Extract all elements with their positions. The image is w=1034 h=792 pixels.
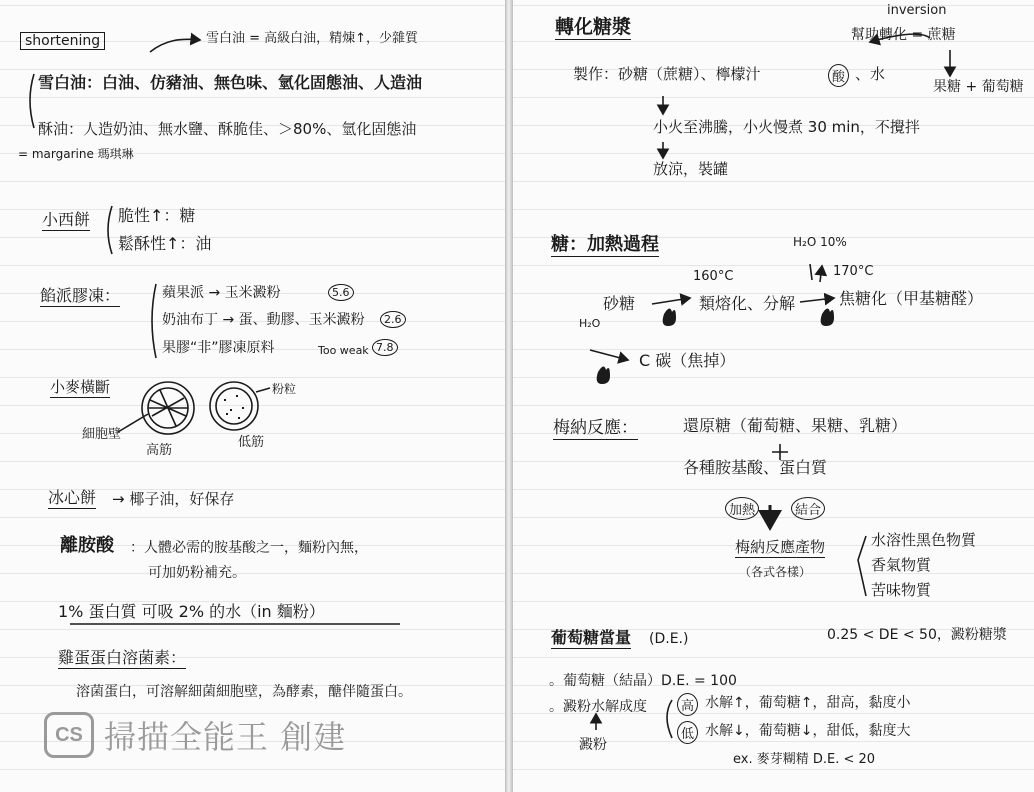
wheat-cell-label: 細胞壁 (82, 427, 122, 442)
inversion-note: 幫助轉化 = 蔗糖 (851, 27, 956, 43)
wheat-title: 小麥橫斷 (50, 378, 111, 396)
low-text: 水解↓，葡萄糖↓，甜低，黏度大 (705, 723, 911, 739)
h2o-top-label: H₂O 10% (793, 235, 847, 249)
maillard-product: 梅納反應產物 (735, 538, 826, 556)
mooncake-text: → 椰子油，好保存 (112, 490, 235, 508)
scanner-watermark (44, 712, 346, 758)
biscuit-crisp: 脆性↑：糖 (118, 206, 196, 225)
camscanner-logo-icon: CS (44, 712, 94, 758)
lysozyme-title: 雞蛋蛋白溶菌素： (58, 648, 187, 667)
lysozyme-text: 溶菌蛋白，可溶解細菌細胞壁，為酵素，醣伴隨蛋白。 (76, 684, 412, 700)
lysine-title: 離胺酸 (60, 535, 114, 556)
wheat-high-label: 高筋 (146, 443, 173, 458)
carbon-label: C 碳（焦掉） (639, 351, 736, 370)
make-line: 製作：砂糖（蔗糖）、檸檬汁 (573, 65, 761, 83)
inversion-result: 果糖 + 葡萄糖 (933, 79, 1024, 95)
right-page (513, 0, 1034, 792)
shortening-label: shortening (20, 32, 105, 50)
inversion-title: 轉化糖漿 (555, 16, 632, 38)
protein-water-line: 1% 蛋白質 可吸 2% 的水（in 麵粉） (58, 602, 325, 621)
wheat-low-label: 低筋 (238, 435, 265, 450)
pie-item-3-number: 7.8 (372, 339, 398, 356)
caramelize-label: 類熔化、分解 (699, 294, 796, 313)
reducing-sugar: 還原糖（葡萄糖、果糖、乳糖） (683, 416, 908, 435)
pie-title: 餡派膠凍： (40, 286, 121, 305)
wheat-starch-label: 粉粒 (272, 382, 297, 396)
lard-line: 雪白油：白油、仿豬油、無色味、氫化固態油、人造油 (38, 73, 423, 92)
step-2: 放涼，裝罐 (653, 160, 729, 178)
pie-item-2-number: 2.6 (380, 311, 406, 328)
pie-item-1: 蘋果派 → 玉米澱粉 (162, 285, 281, 301)
maltodextrin-example: ex. 麥芽糊精 D.E. < 20 (733, 752, 876, 767)
mooncake-title: 冰心餅 (48, 488, 97, 507)
biscuit-short: 鬆酥性↑：油 (118, 234, 212, 253)
watermark-text: 掃描全能王 創建 (104, 718, 347, 756)
biscuit-title: 小西餅 (42, 210, 91, 229)
lysine-text-2: 可加奶粉補充。 (148, 565, 246, 581)
caramel-label: 焦糖化（甲基糖醛） (839, 289, 984, 308)
starch-hydrolysis: 。澱粉水解成度 (549, 699, 647, 715)
de-abbr: (D.E.) (649, 631, 689, 647)
water-label: 、水 (855, 65, 886, 83)
pie-item-3-note: Too weak (318, 344, 369, 357)
bind-bubble: 結合 (791, 497, 825, 520)
maillard-title: 梅納反應： (553, 418, 638, 438)
amino-acids: 各種胺基酸、蛋白質 (683, 458, 828, 477)
pie-item-1-number: 5.6 (328, 284, 354, 301)
product-1: 水溶性黑色物質 (871, 531, 977, 549)
inversion-tag: inversion (887, 3, 947, 18)
lysine-text-1: ：人體必需的胺基酸之一，麵粉內無， (130, 540, 368, 556)
product-3: 苦味物質 (871, 581, 932, 599)
pie-item-3: 果膠“非”膠凍原料 (162, 340, 275, 356)
heat-title: 糖：加熱過程 (551, 234, 659, 255)
step-1: 小火至沸騰，小火慢煮 30 min，不攪拌 (653, 118, 920, 136)
margarine-note: = margarine 瑪琪琳 (18, 147, 134, 161)
product-2: 香氣物質 (871, 556, 932, 574)
butter-line: 酥油：人造奶油、無水鹽、酥脆佳、＞80%、氫化固態油 (38, 120, 417, 138)
de-title: 葡萄糖當量 (551, 628, 632, 647)
shortening-note: 雪白油 = 高級白油，精煉↑，少雜質 (206, 31, 419, 46)
sugar-label: 砂糖 (603, 294, 636, 313)
notebook-gutter (505, 0, 513, 792)
de-range: 0.25 < DE < 50，澱粉糖漿 (827, 627, 1007, 643)
temp-170: 170°C (833, 264, 874, 279)
heat-bubble: 加熱 (725, 497, 759, 520)
maillard-product-sub: （各式各樣） (739, 565, 812, 579)
temp-160: 160°C (693, 269, 734, 284)
left-page (0, 0, 505, 792)
glucose-de: 。葡萄糖（結晶）D.E. = 100 (549, 673, 737, 689)
high-text: 水解↑，葡萄糖↑，甜高，黏度小 (705, 695, 911, 711)
starch-label: 澱粉 (579, 737, 607, 753)
high-label: 高 (677, 693, 698, 716)
acid-label: 酸 (828, 64, 849, 87)
pie-item-2: 奶油布丁 → 蛋、動膠、玉米澱粉 (162, 312, 365, 328)
low-label: 低 (677, 721, 698, 744)
h2o-left-label: H₂O (579, 317, 601, 330)
